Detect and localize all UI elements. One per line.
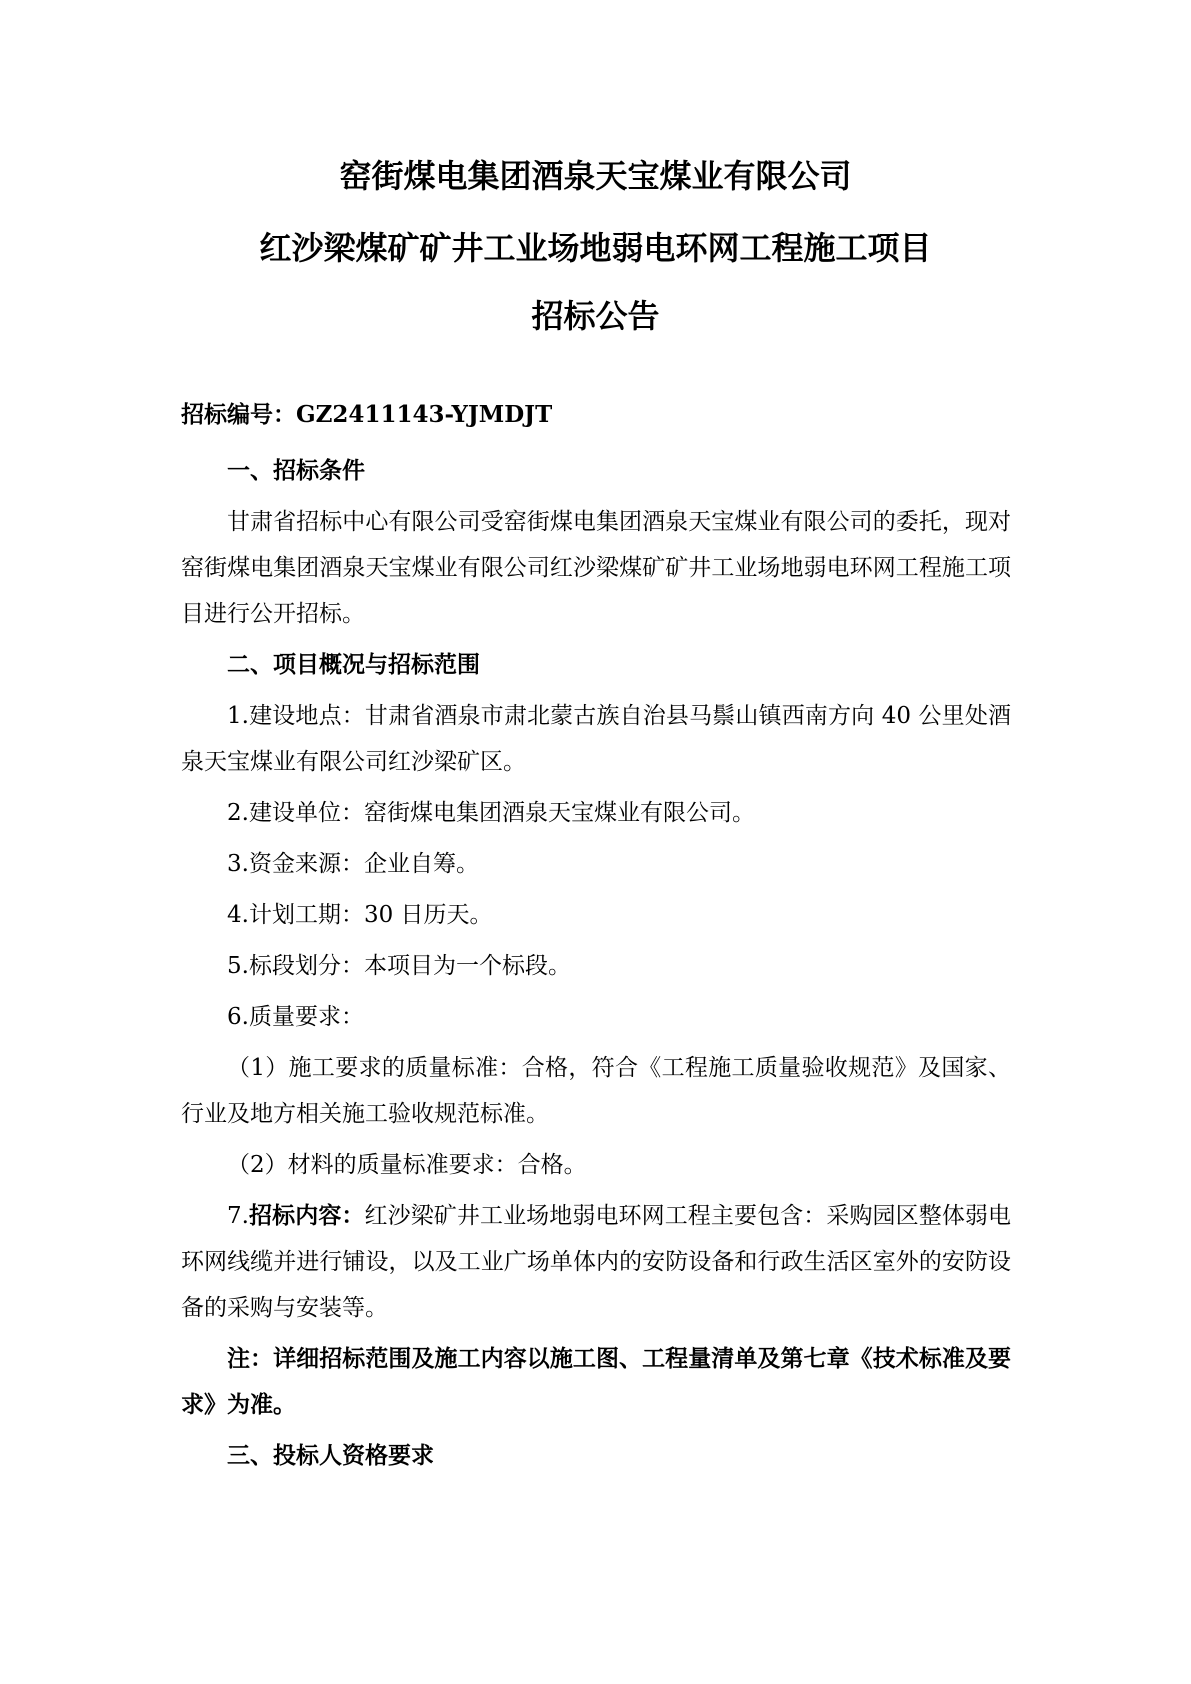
item-scope [181, 1193, 1011, 1331]
document-body [181, 392, 1011, 1484]
bid-number-value: GZ2411143-YJMDJT [296, 401, 553, 428]
quality-materials: （2）材料的质量标准要求：合格。 [227, 1152, 587, 1178]
item-scope-prefix: 7. [227, 1203, 249, 1229]
scope-note: 注：详细招标范围及施工内容以施工图、工程量清单及第七章《技术标准及要求》为准。 [181, 1345, 1011, 1418]
title-project: 红沙梁煤矿矿井工业场地弱电环网工程施工项目 [259, 229, 932, 267]
section-heading-1: 一、招标条件 [227, 457, 365, 484]
item-scope-text: 红沙梁矿井工业场地弱电环网工程主要包含：采购园区整体弱电环网线缆并进行铺设，以及工业广场单体内的安防设备和行政生活区室外的安防设备的采购与安装等。 [181, 1203, 1012, 1321]
bid-number [181, 392, 1011, 438]
item-schedule: 4.计划工期：30 日历天。 [227, 902, 493, 928]
quality-construction: （1）施工要求的质量标准：合格，符合《工程施工质量验收规范》及国家、行业及地方相关施工验收规范标准。 [181, 1055, 1011, 1127]
title-company: 窑街煤电集团酒泉天宝煤业有限公司 [339, 157, 852, 195]
section-heading-3: 三、投标人资格要求 [227, 1442, 434, 1469]
bid-number-label: 招标编号： [181, 401, 296, 428]
item-owner: 2.建设单位：窑街煤电集团酒泉天宝煤业有限公司。 [227, 800, 755, 826]
section-1-text: 甘肃省招标中心有限公司受窑街煤电集团酒泉天宝煤业有限公司的委托，现对窑街煤电集团酒泉天宝煤业有限公司红沙梁煤矿矿井工业场地弱电环网工程施工项目进行公开招标。 [181, 509, 1011, 627]
item-quality: 6.质量要求： [227, 1004, 364, 1030]
section-heading-2: 二、项目概况与招标范围 [227, 651, 480, 678]
item-location: 1.建设地点：甘肃省酒泉市肃北蒙古族自治县马鬃山镇西南方向 40 公里处酒泉天宝煤业有限公司红沙梁矿区。 [181, 703, 1011, 775]
item-scope-label: 招标内容： [248, 1202, 365, 1229]
title-announcement: 招标公告 [531, 297, 660, 335]
item-lots: 5.标段划分：本项目为一个标段。 [227, 953, 571, 979]
item-funding: 3.资金来源：企业自筹。 [227, 851, 479, 877]
